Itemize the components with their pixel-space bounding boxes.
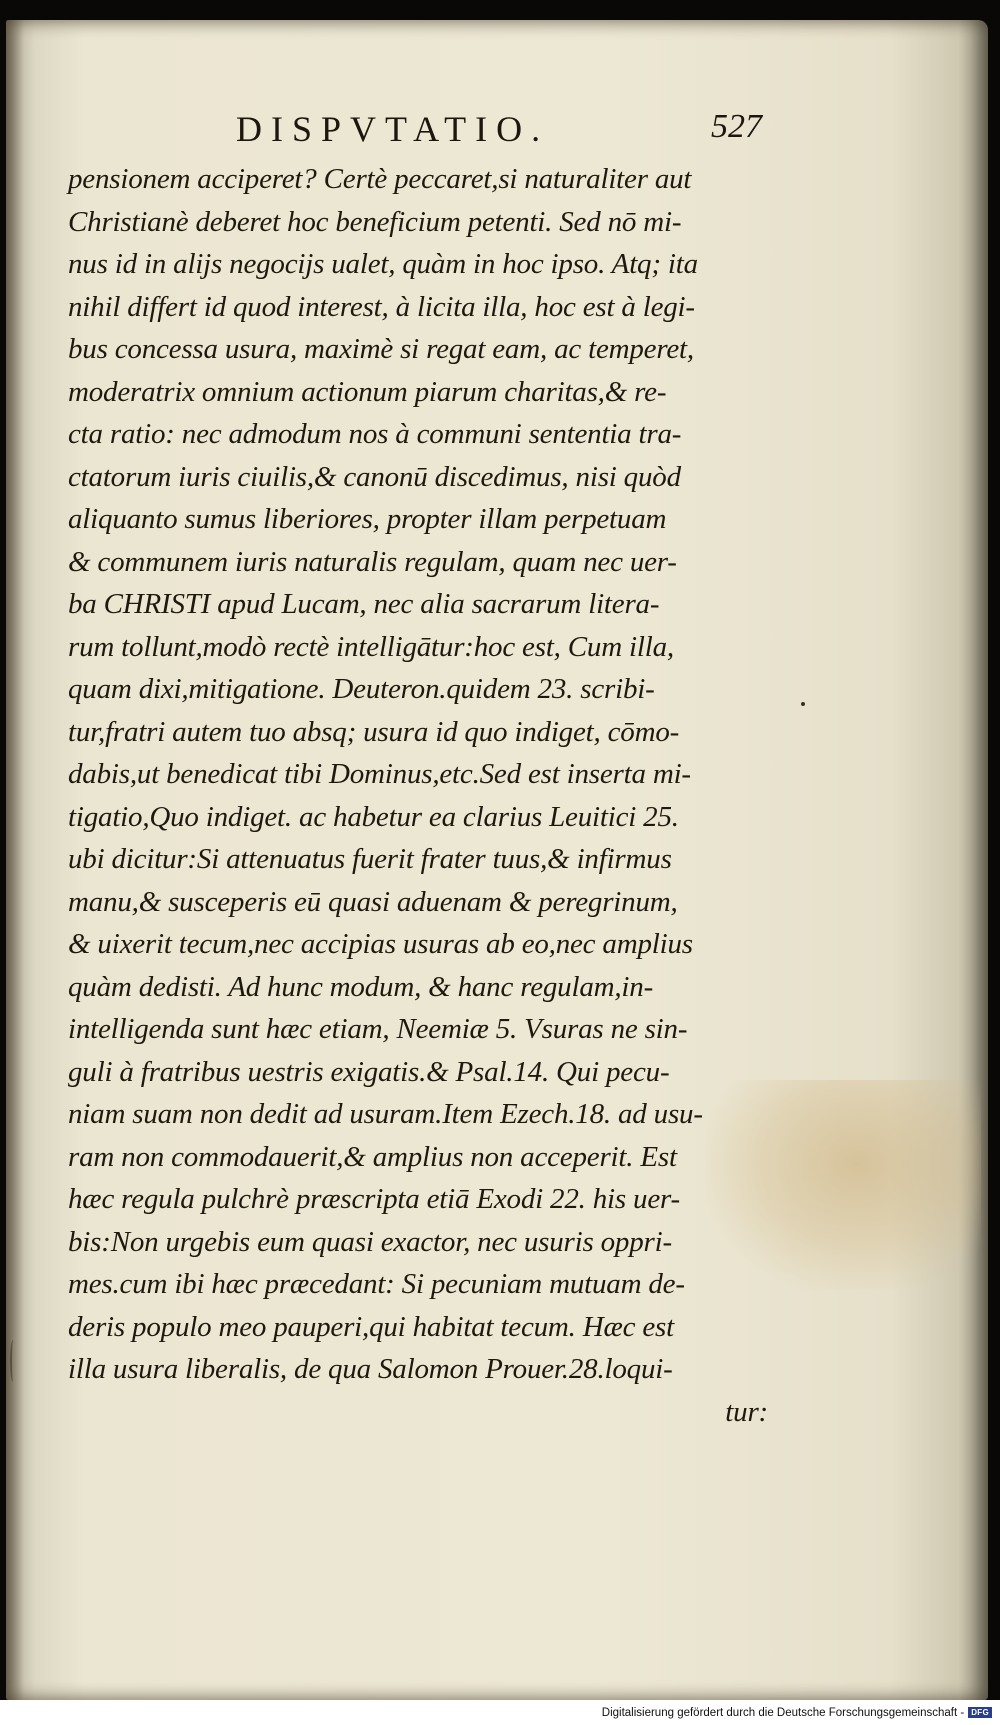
- text-line: quam dixi,mitigatione. Deuteron.quidem 23. scribi-: [68, 673, 655, 705]
- text-line: intelligenda sunt hæc etiam, Neemiæ 5. Vsuras ne sin-: [68, 1013, 688, 1045]
- funding-credit: Digitalisierung gefördert durch die Deutsche Forschungsgemeinschaft -: [601, 1706, 965, 1719]
- text-line: dabis,ut benedicat tibi Dominus,etc.Sed est inserta mi-: [68, 758, 691, 790]
- text-line: pensionem acciperet? Certè peccaret,si naturaliter aut: [68, 163, 692, 195]
- text-line: nus id in alijs negocijs ualet, quàm in hoc ipso. Atq; ita: [68, 248, 698, 280]
- text-line: Christianè deberet hoc beneficium petenti. Sed nō mi-: [68, 205, 682, 238]
- text-line: tigatio,Quo indiget. ac habetur ea clarius Leuitici 25.: [68, 800, 679, 833]
- running-head: DISPVTATIO.: [236, 109, 550, 149]
- text-line: guli à fratribus uestris exigatis.& Psal.14. Qui pecu-: [68, 1055, 670, 1088]
- text-line: moderatrix omnium actionum piarum charitas,& re-: [68, 375, 667, 408]
- text-line: ctatorum iuris ciuilis,& canonū discedimus, nisi quòd: [68, 460, 681, 493]
- margin-mark: [10, 1340, 16, 1382]
- text-line: nihil differt id quod interest, à licita illa, hoc est à legi-: [68, 290, 695, 323]
- text-block: [68, 158, 768, 1433]
- ink-dot: [801, 702, 805, 706]
- page-number: 527: [711, 108, 762, 145]
- text-line: & communem iuris naturalis regulam, quam nec uer-: [68, 545, 677, 578]
- text-line: quàm dedisti. Ad hunc modum, & hanc regulam,in-: [68, 970, 654, 1003]
- text-line: aliquanto sumus liberiores, propter illam perpetuam: [68, 503, 667, 535]
- text-line: hæc regula pulchrè præscripta etiā Exodi 22. his uer-: [68, 1183, 680, 1215]
- text-line: deris populo meo pauperi,qui habitat tecum. Hæc est: [68, 1310, 674, 1343]
- text-line: ubi dicitur:Si attenuatus fuerit frater tuus,& infirmus: [68, 843, 672, 875]
- text-line: ram non commodauerit,& amplius non acceperit. Est: [68, 1140, 677, 1173]
- text-line: ba CHRISTI apud Lucam, nec alia sacrarum litera-: [68, 588, 660, 620]
- text-line: rum tollunt,modò rectè intelligātur:hoc est, Cum illa,: [68, 630, 674, 663]
- text-line: tur,fratri autem tuo absq; usura id quo indiget, cōmo-: [68, 715, 680, 748]
- dfg-logo: DFG: [968, 1707, 992, 1718]
- text-line: bis:Non urgebis eum quasi exactor, nec usuris oppri-: [68, 1225, 672, 1258]
- text-line: illa usura liberalis, de qua Salomon Prouer.28.loqui-: [68, 1353, 673, 1385]
- text-line: mes.cum ibi hæc præcedant: Si pecuniam mutuam de-: [68, 1268, 685, 1300]
- text-line: cta ratio: nec admodum nos à communi sententia tra-: [68, 418, 682, 450]
- text-line: manu,& susceperis eū quasi aduenam & peregrinum,: [68, 885, 678, 918]
- catchword: tur:: [725, 1395, 768, 1428]
- text-line: niam suam non dedit ad usuram.Item Ezech.18. ad usu-: [68, 1098, 703, 1130]
- book-page: [6, 20, 988, 1700]
- footer-bar: [0, 1700, 1000, 1725]
- text-line: & uixerit tecum,nec accipias usuras ab eo,nec amplius: [68, 928, 693, 960]
- text-line: bus concessa usura, maximè si regat eam, ac temperet,: [68, 333, 694, 365]
